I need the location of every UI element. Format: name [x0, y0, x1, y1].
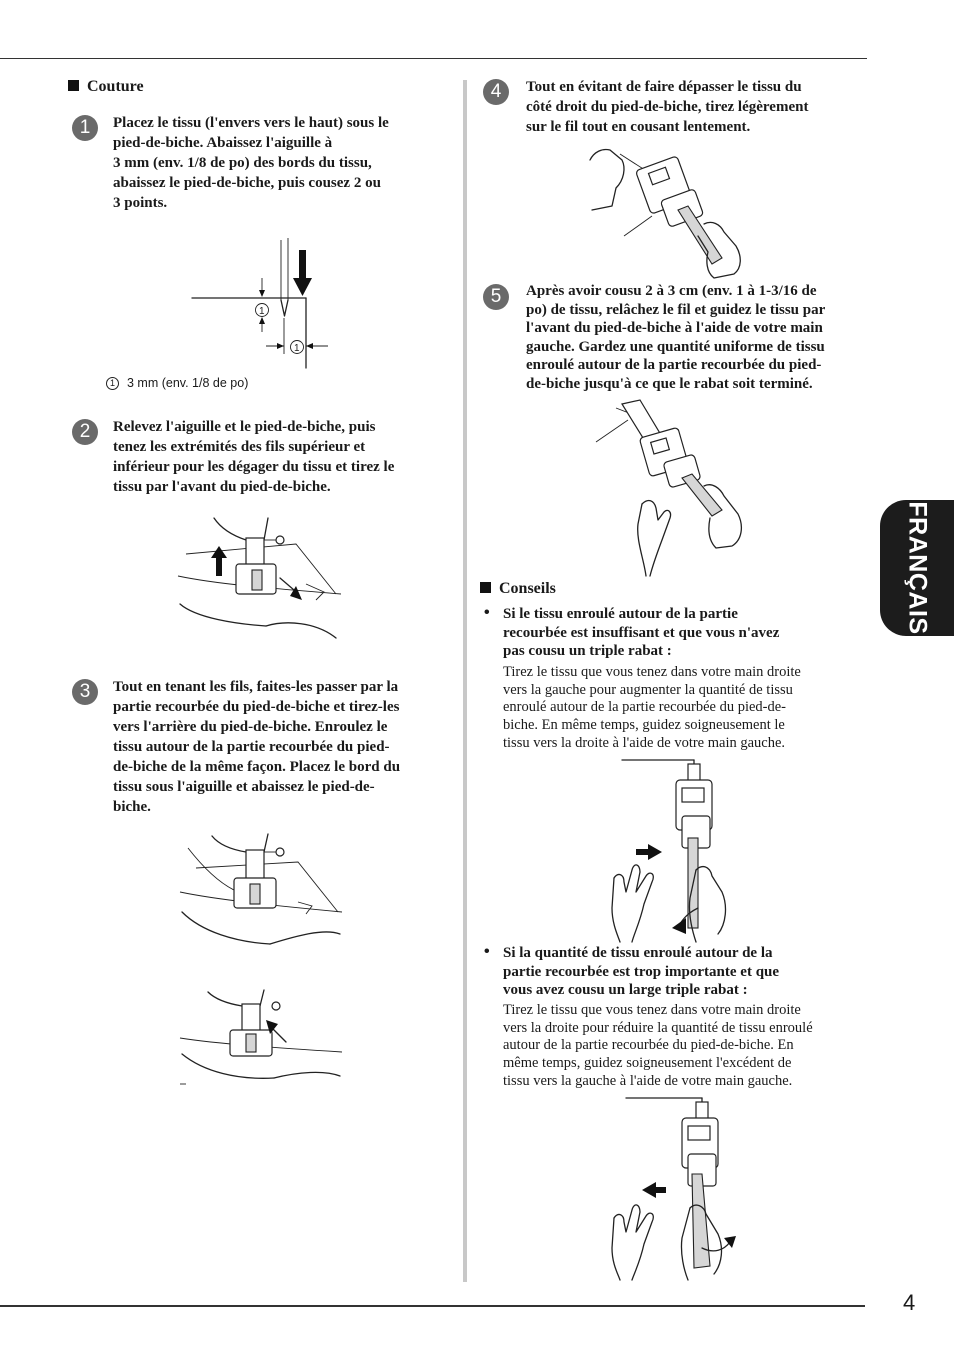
section-heading-text: Conseils — [499, 580, 556, 597]
step-1-text: Placez le tissu (l'envers vers le haut) sous le pied-de-biche. Abaissez l'aiguille à 3 mm (env. 1/8 de po) des bords du tissu, abaissez le pied-de-biche, puis cousez 2 ou 3 points. — [113, 115, 389, 211]
section-heading-conseils — [480, 580, 556, 598]
caption-number: 1 — [106, 377, 119, 390]
bottom-rule — [0, 1305, 865, 1307]
square-bullet-icon — [68, 80, 79, 91]
increase-fold-illustration — [610, 758, 740, 942]
caption-text: 3 mm (env. 1/8 de po) — [127, 376, 249, 390]
square-bullet-icon — [480, 582, 491, 593]
callout-1b-label: 1 — [294, 343, 300, 354]
reduce-fold-illustration — [606, 1096, 740, 1280]
thread-through-foot-illustration — [178, 832, 344, 956]
bullet-dot: • — [484, 604, 490, 621]
tip-2-body: Tirez le tissu que vous tenez dans votre main droite vers la droite pour réduire la quantité de tissu enroulé autour de la partie recourbée du pied-de-biche. En même temps, guidez soigneusement l'excédent de tissu vers la gauche à l'aide de votre main gauche. — [503, 1002, 813, 1089]
tip-1-title: Si le tissu enroulé autour de la partie recourbée est insuffisant et que vous n'avez pas cousu un triple rabat : — [503, 606, 780, 659]
step-number-5: 5 — [483, 284, 509, 310]
raise-presser-foot-illustration — [176, 514, 346, 644]
step-number-4: 4 — [483, 79, 509, 105]
language-tab-label: FRANÇAIS — [903, 501, 932, 635]
page-number: 4 — [903, 1290, 916, 1315]
pull-thread-illustration — [586, 140, 756, 280]
tip-2-title: Si la quantité de tissu enroulé autour de la partie recourbée est trop importante et que vous avez cousu un large triple rabat : — [503, 945, 780, 998]
tip-1-body: Tirez le tissu que vous tenez dans votre main droite vers la gauche pour augmenter la quantité de tissu enroulé autour de la partie recourbée du pied-de- biche. En même temps, guidez soigneusement le tissu vers la droite à l'aide de votre main gauche. — [503, 664, 801, 751]
figure-1-caption — [106, 376, 248, 390]
bullet-dot: • — [484, 943, 490, 960]
callout-1-label: 1 — [259, 306, 265, 317]
language-tab[interactable] — [880, 500, 954, 636]
step-3-text: Tout en tenant les fils, faites-les passer par la partie recourbée du pied-de-biche et tirez-les vers l'arrière du pied-de-biche. Enroulez le tissu autour de la partie recourbée du pied- de-biche de la même façon. Placez le bord du tissu sous l'aiguille et abaissez le pied-de- biche. — [113, 679, 401, 815]
top-rule — [0, 58, 867, 59]
step-4-text: Tout en évitant de faire dépasser le tissu du côté droit du pied-de-biche, tirez légèrement sur le fil tout en cousant lentement. — [526, 79, 809, 135]
guide-fabric-illustration — [592, 400, 752, 576]
step-2-text: Relevez l'aiguille et le pied-de-biche, puis tenez les extrémités des fils supérieur et inférieur pour les dégager du tissu et tirez le tissu par l'avant du pied-de-biche. — [113, 419, 395, 495]
column-divider — [463, 80, 467, 1282]
step-5-text: Après avoir cousu 2 à 3 cm (env. 1 à 1-3/16 de po) de tissu, relâchez le fil et guidez le tissu par l'avant du pied-de-biche à l'aide de votre main gauche. Gardez une quantité uniforme de tissu enroulé autour de la partie recourbée du pied- de-biche jusqu'à ce que le rabat soit terminé. — [526, 283, 826, 392]
needle-distance-diagram — [180, 230, 340, 370]
section-heading-couture — [68, 78, 144, 96]
step-number-2: 2 — [72, 419, 98, 445]
lower-presser-foot-illustration — [178, 988, 344, 1088]
step-number-3: 3 — [72, 679, 98, 705]
section-heading-text: Couture — [87, 78, 144, 95]
step-number-1: 1 — [72, 115, 98, 141]
